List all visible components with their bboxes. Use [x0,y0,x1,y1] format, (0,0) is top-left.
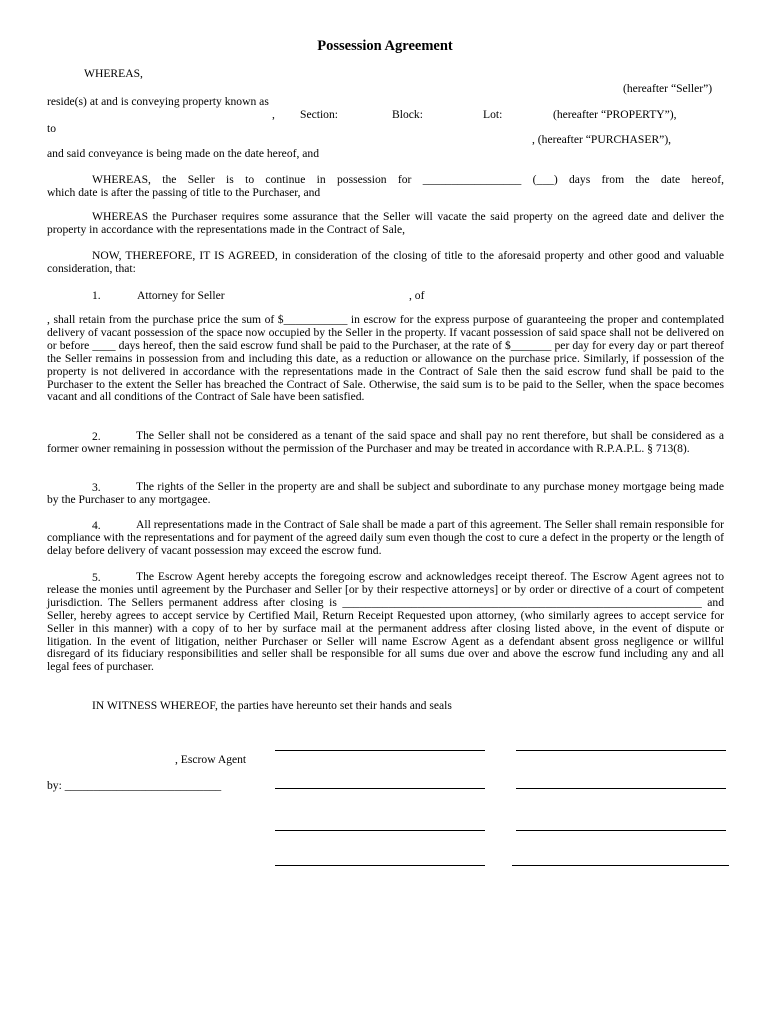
clause1-comma-of: , of [409,289,425,302]
signature-line[interactable] [516,830,726,831]
signature-line[interactable] [275,865,485,866]
clause2-text: The Seller shall not be considered as a tenant of the said space and shall pay no rent therefore, but shall be considered as a former owner remaining in possession without the permission of the Purchaser and may be treated in accordance with R.P.A.P.L. § 713(8). [47,429,724,455]
witness-text: IN WITNESS WHEREOF, the parties have hereunto set their hands and seals [92,699,452,712]
hereafter-seller: (hereafter “Seller”) [623,82,713,95]
clause1-number: 1. [92,289,101,302]
clause3-text: The rights of the Seller in the property are and shall be subject and subordinate to any purchase money mortgage being made by the Purchaser to any mortgagee. [47,480,724,506]
whereas-heading: WHEREAS, [84,67,143,80]
lot-label: Lot: [483,108,503,121]
clause1-label: Attorney for Seller [137,289,225,302]
whereas-assurance: WHEREAS the Purchaser requires some assurance that the Seller will vacate the said property on the agreed date and deliver the property in accordance with the representations made in the Contract of Sale, [47,210,724,236]
hereafter-purchaser: , (hereafter “PURCHASER”), [532,133,672,146]
clause2-number: 2. [92,430,101,443]
section-label: Section: [300,108,338,121]
clause4-text: All representations made in the Contract of Sale shall be made a part of this agreement. The Seller shall remain responsible for compliance with the representations and for payment of the agreed daily sum even though the cost to cure a defect in the property or the length of delay before delivery of vacant possession may exceed the escrow fund. [47,518,724,557]
signature-line[interactable] [275,750,485,751]
signature-line[interactable] [275,830,485,831]
hereafter-property: (hereafter “PROPERTY”), [553,108,677,121]
signature-line[interactable] [275,788,485,789]
signature-line[interactable] [516,750,726,751]
to-text: to [47,122,57,135]
property-comma: , [272,108,275,121]
now-therefore: NOW, THEREFORE, IT IS AGREED, in consideration of the closing of title to the aforesaid property and other good and valuable consideration, that: [47,249,724,275]
clause5-text: The Escrow Agent hereby accepts the foregoing escrow and acknowledges receipt thereof. The Escrow Agent agrees not to release the monies until agreement by the Purchaser and Seller [or by their respective attorneys] or by order or directive of a court of competent jurisdiction. The Sellers permanent address after closing is ______________________________________________________________ and Seller, hereby agrees to accept service by Certified Mail, Return Receipt Requested upon attorney, (who similarly agrees to accept service for Seller in this manner) with a copy of to her by surface mail at the permanent address after closing listed above, in the event of dispute or litigation. In the event of litigation, neither Purchaser or Seller will name Escrow Agent as a defendant absent gross negligence or willful disregard of its fiduciary responsibilities and seller shall be responsible for all sums due over and above the escrow fund including any and all legal fees of purchaser. [47,570,724,674]
clause4-number: 4. [92,519,101,532]
escrow-agent-label: , Escrow Agent [175,753,247,766]
clause5-number: 5. [92,571,101,584]
conveyance-text: and said conveyance is being made on the date hereof, and [47,147,320,160]
by-signature-label: by: ___________________________ [47,779,222,792]
signature-line[interactable] [516,788,726,789]
signature-line[interactable] [512,865,729,866]
clause3-number: 3. [92,481,101,494]
document-title: Possession Agreement [317,38,453,54]
block-label: Block: [392,108,423,121]
whereas-possession-line2: which date is after the passing of title to the Purchaser, and [47,186,321,199]
whereas-possession-line1: WHEREAS, the Seller is to continue in possession for _________________ (___) days from the date hereof, [92,173,724,186]
clause1-text: , shall retain from the purchase price the sum of $___________ in escrow for the express purpose of guaranteeing the proper and contemplated delivery of vacant possession of the space now occupied by the Seller in the property. If vacant possession of said space shall not be delivered on or before ____ days hereof, then the said escrow fund shall be paid to the Purchaser, at the rate of $_______ per day for every day or part thereof the Seller remains in possession from and including this date, as a reduction or allowance on the purchase price. Similarly, if possession of the property is not delivered in accordance with the representations made in the Contract of Sale then the said escrow fund shall be paid to the Purchaser to the extent the Seller has breached the Contract of Sale. Otherwise, the said sum is to be paid to the Seller, when the space becomes vacant and all conditions of the Contract of Sale have been satisfied. [47,313,724,404]
resides-text: reside(s) at and is conveying property known as [47,95,269,108]
